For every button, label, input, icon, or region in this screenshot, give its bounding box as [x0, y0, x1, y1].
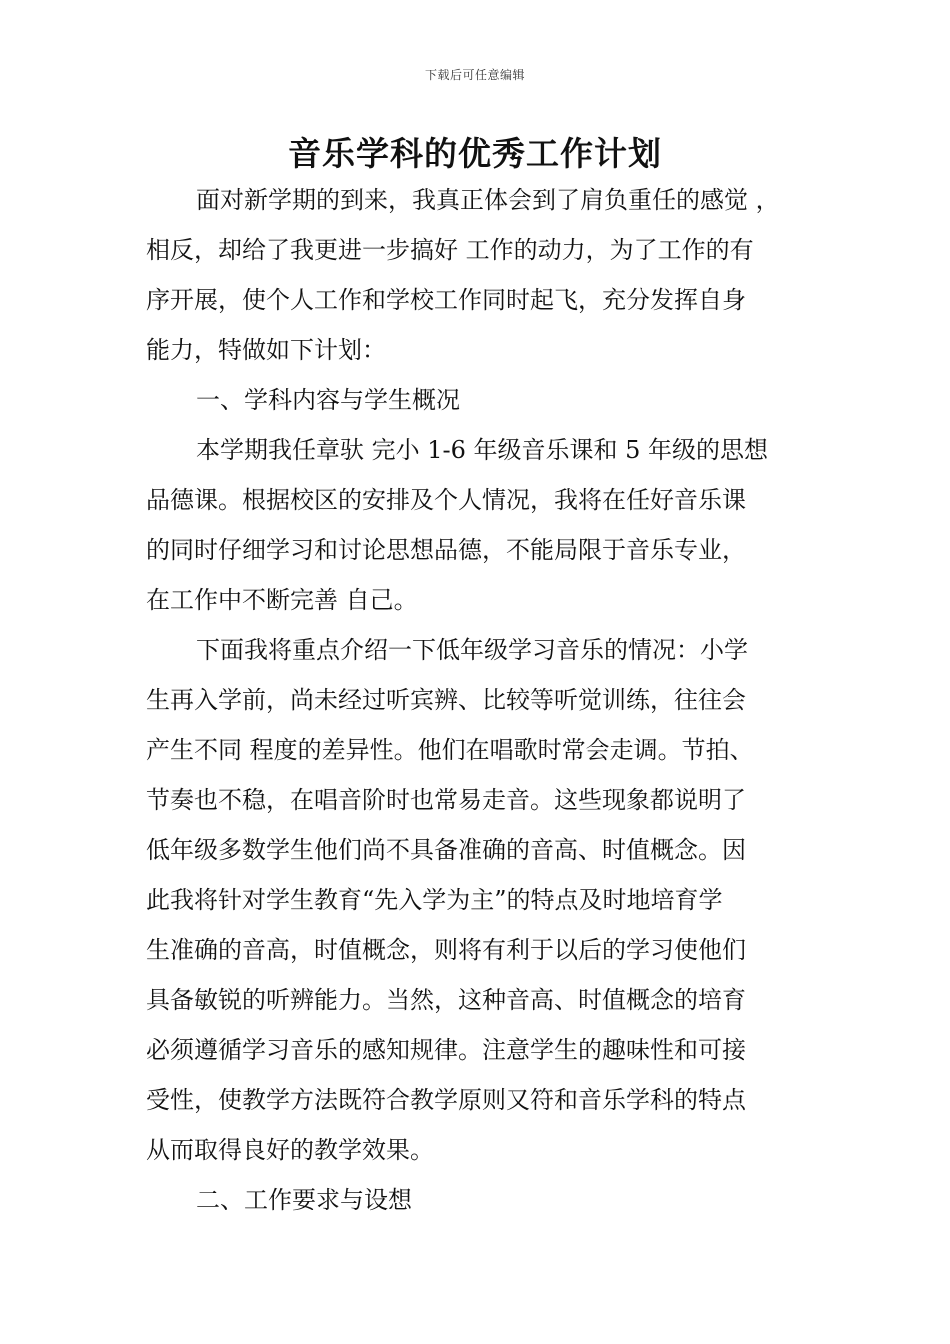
text-line: 的同时仔细学习和讨论思想品德，不能局限于音乐专业，	[146, 536, 746, 564]
text-line: 相反，却给了我更进一步搞好 工作的动力，为了工作的有	[146, 236, 754, 264]
document-title: 音乐学科的优秀工作计划	[288, 134, 662, 173]
text-line: 本学期我任章驮 完小 1-6 年级音乐课和 5 年级的思想	[196, 436, 769, 464]
text-line: 节奏也不稳，在唱音阶时也常易走音。这些现象都说明了	[146, 786, 746, 814]
text-line: 下面我将重点介绍一下低年级学习音乐的情况：小学	[196, 636, 748, 664]
text-line: 序开展，使个人工作和学校工作同时起飞，充分发挥自身	[146, 286, 746, 314]
text-line: 品德课。根据校区的安排及个人情况，我将在任好音乐课	[146, 486, 746, 514]
section-heading: 二、工作要求与设想	[196, 1186, 412, 1214]
text-line: 在工作中不断完善 自己。	[146, 586, 418, 614]
header-note: 下载后可任意编辑	[424, 68, 525, 82]
text-line: 面对新学期的到来，我真正体会到了肩负重任的感觉 ，	[196, 186, 780, 214]
text-line: 生准确的音高，时值概念，则将有利于以后的学习使他们	[146, 936, 746, 964]
text-line: 此我将针对学生教育“先入学为主”的特点及时地培育学	[146, 886, 723, 914]
text-line: 能力，特做如下计划：	[146, 336, 386, 364]
text-line: 生再入学前，尚未经过听宾辨、比较等听觉训练，往往会	[146, 686, 746, 714]
text-line: 受性，使教学方法既符合教学原则又符和音乐学科的特点	[146, 1086, 746, 1114]
text-line: 从而取得良好的教学效果。	[146, 1136, 434, 1164]
text-line: 低年级多数学生他们尚不具备准确的音高、时值概念。因	[146, 836, 746, 864]
text-line: 必须遵循学习音乐的感知规律。注意学生的趣味性和可接	[146, 1036, 746, 1064]
section-heading: 一、学科内容与学生概况	[196, 386, 460, 414]
text-line: 具备敏锐的听辨能力。当然，这种音高、时值概念的培育	[146, 986, 746, 1014]
text-line: 产生不同 程度的差异性。他们在唱歌时常会走调。节拍、	[146, 736, 754, 764]
